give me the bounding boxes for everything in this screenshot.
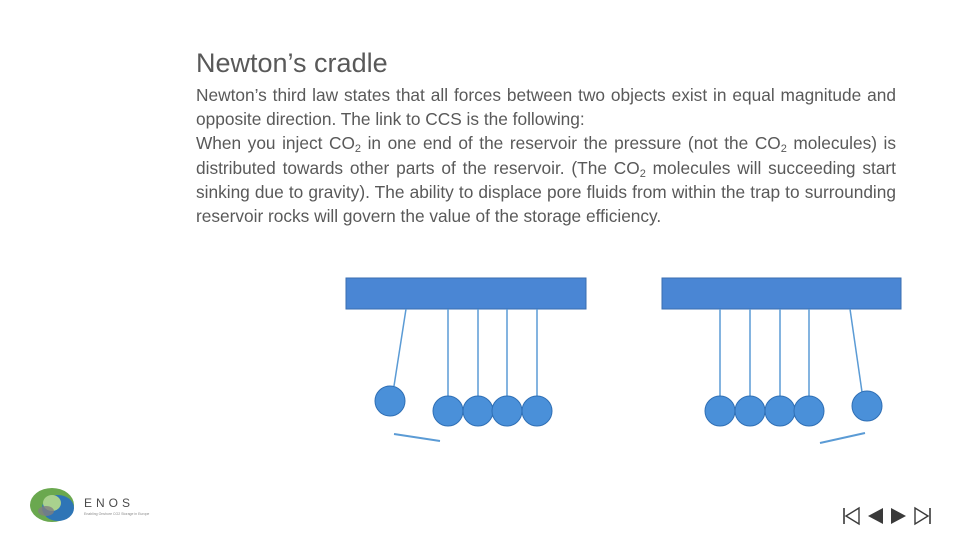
last-slide-icon <box>913 506 933 526</box>
cradle-ball <box>765 396 795 426</box>
cradle-ball <box>852 391 882 421</box>
cradle-ball <box>735 396 765 426</box>
cradle-ball <box>492 396 522 426</box>
cradle-ball <box>705 396 735 426</box>
motion-line <box>394 434 440 441</box>
logo-ring-gray <box>38 506 54 516</box>
cradle-left <box>346 278 586 441</box>
subscript: 2 <box>780 143 787 156</box>
first-slide-icon <box>841 506 861 526</box>
text-run: molecules will succeeding start sinking due to gravity). The ability to displace pore fluids from within the trap to surrounding reservoir rocks will govern the value of the storage efficiency. <box>196 157 896 227</box>
slide-title: Newton’s cradle <box>196 48 388 78</box>
previous-slide-icon <box>865 506 885 526</box>
cradle-ball <box>463 396 493 426</box>
first-slide-button[interactable] <box>840 505 862 527</box>
cradle-ball <box>433 396 463 426</box>
logo-tagline: Enabling Onshore CO2 Storage in Europe <box>84 512 150 516</box>
text-run: in one end of the reservoir the pressure (not the CO <box>361 133 781 154</box>
motion-line <box>820 433 865 443</box>
subscript: 2 <box>639 167 646 180</box>
cradle-right-frame <box>662 278 901 309</box>
cradle-ball <box>375 386 405 416</box>
cradle-right <box>662 278 901 443</box>
cradle-left-frame <box>346 278 586 309</box>
next-slide-icon <box>889 506 909 526</box>
slide-navigation <box>840 505 934 527</box>
cradle-string <box>850 309 862 392</box>
cradle-ball <box>522 396 552 426</box>
text-run: molecules) is distributed towards other parts of the reservoir. (The CO <box>196 133 896 178</box>
previous-slide-button[interactable] <box>864 505 886 527</box>
cradle-ball <box>794 396 824 426</box>
text-run: When you inject CO <box>196 133 355 154</box>
next-slide-button[interactable] <box>888 505 910 527</box>
logo-brand: ENOS <box>84 496 135 510</box>
cradle-string <box>394 309 406 386</box>
last-slide-button[interactable] <box>912 505 934 527</box>
subscript: 2 <box>354 143 362 156</box>
paragraph-third-law: Newton’s third law states that all forces between two objects exist in equal magnitude and opposite direction. The link to CCS is the following: <box>196 85 896 130</box>
